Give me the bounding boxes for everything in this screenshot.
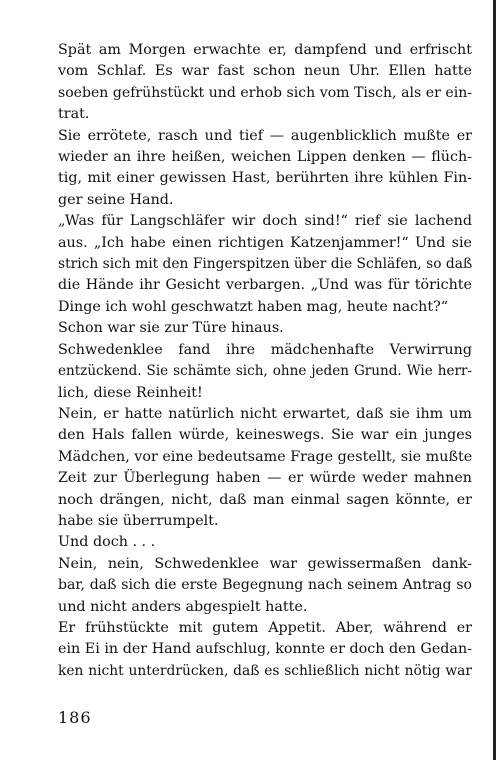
paragraph <box>58 532 472 553</box>
text-line: Sie errötete, rasch und tief — augenblicklich mußte er <box>58 127 472 144</box>
paragraph <box>58 40 472 126</box>
text-line: ken nicht unterdrücken, daß es schließlich nicht nötig war <box>58 662 472 679</box>
text-line: Zeit zur Überlegung haben — er würde weder mahnen <box>58 470 472 487</box>
text-line: Er frühstückte mit gutem Appetit. Aber, während er <box>58 619 472 636</box>
text-line: den Hals fallen würde, keineswegs. Sie war ein junges <box>58 427 472 444</box>
text-line: Spät am Morgen erwachte er, dampfend und erfrischt <box>58 42 472 58</box>
text-line: wieder an ihre heißen, weichen Lippen denken — flüch- <box>58 149 472 166</box>
text-line: ein Ei in der Hand aufschlug, konnte er doch den Gedan- <box>58 641 472 658</box>
paragraph <box>58 340 472 404</box>
text-line: Schwedenklee fand ihre mädchenhafte Verwirrung <box>58 341 472 358</box>
text-line: vom Schlaf. Es war fast schon neun Uhr. Ellen hatte <box>58 63 472 80</box>
text-line: aus. „Ich habe einen richtigen Katzenjammer!“ Und sie <box>58 234 472 251</box>
text-line: tig, mit einer gewissen Hast, berührten ihre kühlen Fin- <box>58 170 472 187</box>
text-line: Dinge ich wohl geschwatzt haben mag, heute nacht?“ <box>58 298 449 315</box>
paragraph <box>58 211 472 318</box>
text-line: und nicht anders abgespielt hatte. <box>58 598 308 615</box>
text-line: strich sich mit den Fingerspitzen über die Schläfen, so daß <box>58 256 472 273</box>
text-line: Und doch . . . <box>58 534 156 551</box>
text-line: entzückend. Sie schämte sich, ohne jeden Grund. Wie herr- <box>58 363 472 380</box>
text-line: Nein, er hatte natürlich nicht erwartet, daß sie ihm um <box>58 405 472 422</box>
paragraph <box>58 126 472 212</box>
text-line: „Was für Langschläfer wir doch sind!“ rief sie lachend <box>58 213 472 230</box>
text-line: noch drängen, nicht, daß man einmal sagen könnte, er <box>58 491 472 508</box>
text-line: lich, diese Reinheit! <box>58 384 203 401</box>
body-text <box>58 40 472 682</box>
text-line: Schon war sie zur Türe hinaus. <box>58 320 284 337</box>
text-line: trat. <box>58 106 90 123</box>
paragraph <box>58 404 472 532</box>
text-line: bar, daß sich die erste Begegnung nach seinem Antrag so <box>58 577 472 594</box>
text-line: soeben gefrühstückt und erhob sich vom Tisch, als er ein- <box>58 84 472 101</box>
text-line: Mädchen, vor eine bedeutsame Frage gestellt, sie mußte <box>58 448 472 465</box>
text-line: ger seine Hand. <box>58 191 174 208</box>
text-line: die Hände ihr Gesicht verbargen. „Und was für törichte <box>58 277 472 294</box>
page-number: 186 <box>58 708 92 727</box>
paragraph <box>58 618 472 682</box>
text-line: habe sie überrumpelt. <box>58 512 219 529</box>
paragraph <box>58 554 472 618</box>
text-line: Nein, nein, Schwedenklee war gewissermaßen dank- <box>58 555 472 572</box>
paragraph <box>58 318 472 339</box>
